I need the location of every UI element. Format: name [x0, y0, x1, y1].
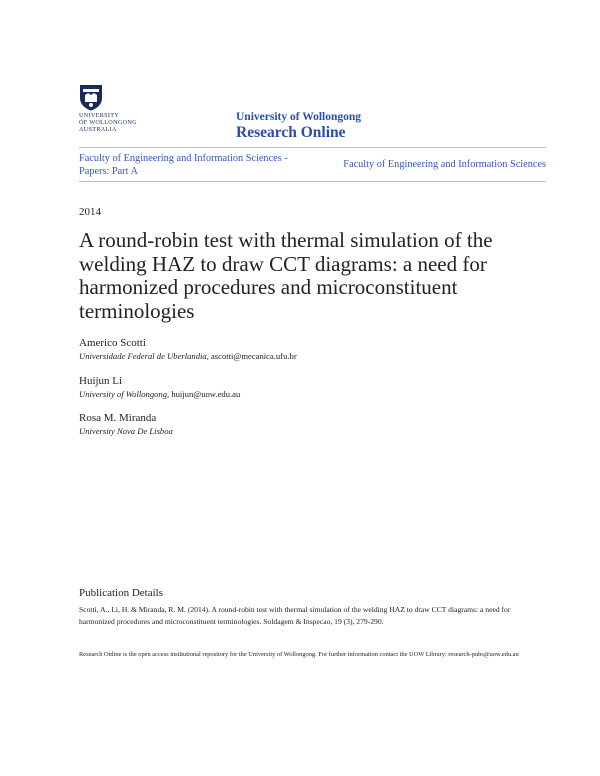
logo-line: UNIVERSITY — [79, 112, 120, 119]
crest-icon — [79, 84, 103, 111]
author-block — [79, 374, 240, 400]
author-name: Huijun Li — [79, 375, 123, 387]
author-affiliation — [79, 425, 173, 437]
logo-line: AUSTRALIA — [79, 125, 117, 133]
repository-header — [236, 110, 361, 142]
publication-details-heading: Publication Details — [79, 587, 164, 599]
paper-title: A round-robin test with thermal simulation of the welding HAZ to draw CCT diagrams: a need for harmonized procedures and microconstituent terminologies — [79, 228, 493, 323]
research-online-link[interactable]: Research Online — [236, 124, 346, 141]
repository-footer: Research Online is the open access institutional repository for the University of Wollongong. For further information contact the UOW Library: research-pubs@uow.edu.au — [79, 651, 519, 658]
author-affiliation: University of Wollongong, huijun@uow.edu.au — [79, 389, 241, 399]
author-email[interactable]: huijun@uow.edu.au — [171, 389, 241, 399]
author-name: Rosa M. Miranda — [79, 412, 157, 424]
affiliation-name: University of Wollongong — [79, 389, 168, 399]
faculty-papers-link[interactable]: Faculty of Engineering and Information Sciences - Papers: Part A — [79, 153, 288, 177]
author-block — [79, 411, 173, 437]
logo-line: OF WOLLONGONG — [79, 118, 137, 126]
citation-text: Scotti, A., Li, H. & Miranda, R. M. (2014). A round-robin test with thermal simulation of the welding HAZ to draw CCT diagrams: a need for harmonized procedures and microconstituent terminologies. Soldagem & Inspecao, 19 (3), 279-290. — [79, 605, 511, 626]
author-block — [79, 336, 297, 362]
author-email[interactable]: ascotti@mecanica.ufu.br — [210, 351, 297, 361]
author-name: Americo Scotti — [79, 337, 146, 349]
publication-year: 2014 — [79, 206, 101, 218]
uow-logo — [79, 84, 143, 136]
affiliation-name: University Nova De Lisboa — [79, 426, 173, 436]
university-link[interactable]: University of Wollongong — [236, 111, 362, 123]
author-affiliation: Universidade Federal de Uberlandia, ascotti@mecanica.ufu.br — [79, 351, 297, 361]
faculty-bar — [79, 147, 546, 182]
faculty-link[interactable]: Faculty of Engineering and Information Sciences — [343, 159, 546, 170]
affiliation-name: Universidade Federal de Uberlandia — [79, 351, 207, 361]
logo-wordmark — [79, 113, 137, 133]
publication-details — [79, 586, 544, 627]
